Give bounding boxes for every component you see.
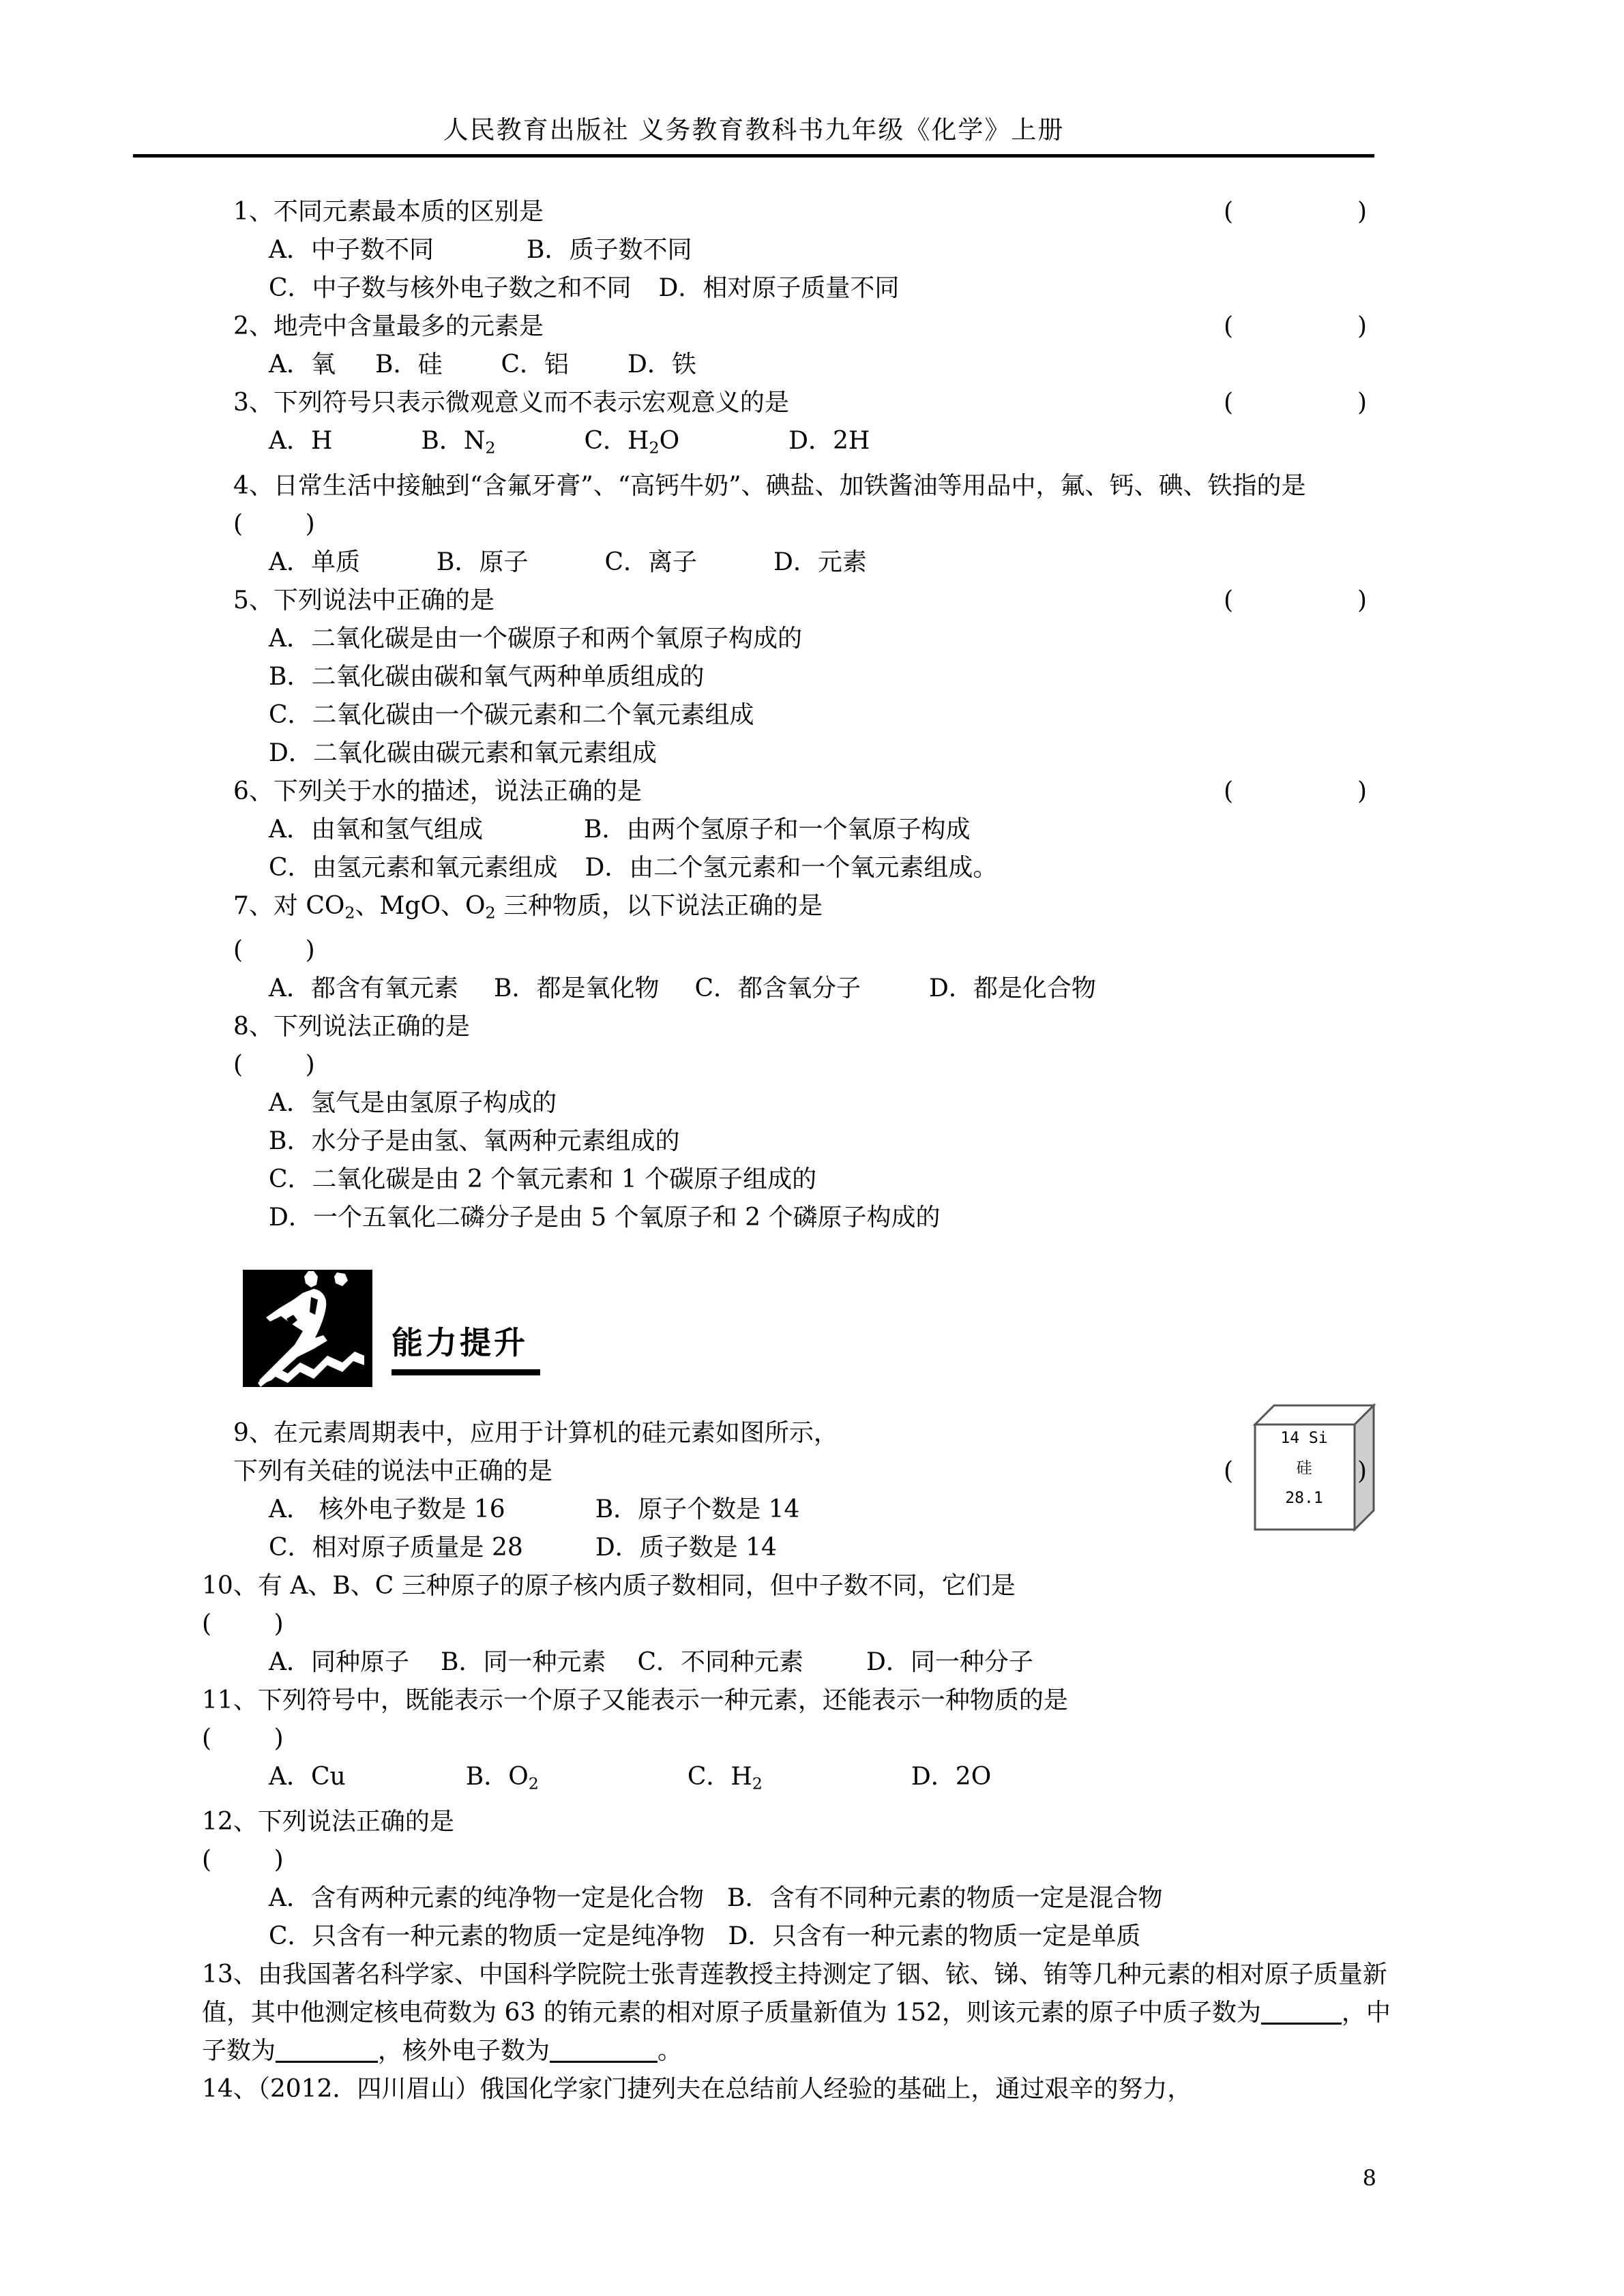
element-atomic-mass: 28.1 <box>1285 1489 1323 1507</box>
question-8-text: 下列说法正确的是 <box>273 1013 470 1041</box>
option-c[interactable]: C．相对原子质量是 28 <box>269 1534 523 1562</box>
question-13-text-part-1: 由我国著名科学家、中国科学院院士张青莲教授主持测定了铟、铱、锑、铕等几种元素的相对原子质量新值，其中他测定核电荷数为 63 的铕元素的相对原子质量新值为 152，则该元素的原子中质子数为 <box>202 1960 1387 2027</box>
option-a[interactable]: A．由氧和氢气组成 <box>269 815 483 844</box>
question-1-number: 1、 <box>233 198 274 226</box>
question-10-number: 10、 <box>202 1572 258 1600</box>
option-a[interactable]: A．H <box>269 427 333 455</box>
question-1-paren-left: ( <box>1224 198 1234 226</box>
option-d[interactable]: D．相对原子质量不同 <box>658 274 900 302</box>
element-number-symbol: 14 Si <box>1280 1429 1328 1447</box>
option-d[interactable]: D．2H <box>788 427 870 455</box>
option-c[interactable]: C．不同种元素 <box>637 1648 804 1676</box>
page-header <box>133 115 1374 158</box>
question-6-paren-left: ( <box>1224 777 1234 805</box>
question-3-stem <box>233 384 1393 422</box>
question-2-paren-left: ( <box>1224 312 1234 340</box>
question-7-answer-bracket: ( ) <box>233 936 315 965</box>
question-2-options-row-1 <box>233 346 1393 384</box>
question-4-number: 4、 <box>233 471 274 500</box>
question-9-options-row-2 <box>233 1529 1393 1567</box>
option-b[interactable]: B．原子 <box>437 548 529 576</box>
question-10-answer-bracket: ( ) <box>202 1610 284 1638</box>
question-1-text: 不同元素最本质的区别是 <box>273 198 544 226</box>
option-a[interactable]: A．同种原子 <box>269 1648 409 1676</box>
question-9-stem-line-2 <box>233 1452 1393 1491</box>
question-5-paren-left: ( <box>1224 586 1234 614</box>
question-8-number: 8、 <box>233 1013 274 1041</box>
question-2-text: 地壳中含量最多的元素是 <box>273 312 544 340</box>
question-6-number: 6、 <box>233 777 274 805</box>
option-c[interactable]: C．离子 <box>604 548 698 576</box>
header-divider <box>133 154 1374 158</box>
option-c[interactable]: C．$H_2$ <box>687 1763 763 1793</box>
question-13-text-part-3: ，核外电子数为 <box>378 2036 550 2065</box>
question-3-paren-right: ) <box>1357 389 1368 417</box>
question-8-stem <box>233 1008 1393 1046</box>
option-a[interactable]: A．氧 <box>269 351 336 378</box>
question-4-stem <box>233 467 1393 505</box>
question-7-text: 对 $CO_2$、MgO、$O_2$ 三种物质，以下说法正确的是 <box>273 891 823 923</box>
question-5-stem <box>233 582 1393 620</box>
question-8-option-a[interactable]: A．氢气是由氢原子构成的 <box>269 1089 557 1118</box>
question-9-options-row-1 <box>233 1491 1393 1529</box>
option-b[interactable]: B．由两个氢原子和一个氧原子构成 <box>584 815 971 844</box>
question-1-options-row-1 <box>233 231 1393 269</box>
question-5-text: 下列说法中正确的是 <box>273 586 494 614</box>
option-a[interactable]: A． 核外电子数是 16 <box>269 1495 505 1523</box>
question-9-text-1: 在元素周期表中，应用于计算机的硅元素如图所示， <box>273 1419 838 1447</box>
question-8-option-c[interactable]: C．二氧化碳是由 2 个氧元素和 1 个碳原子组成的 <box>269 1165 817 1194</box>
question-2-stem <box>233 308 1393 346</box>
question-6-text: 下列关于水的描述，说法正确的是 <box>273 777 642 805</box>
question-12-options-row-1 <box>233 1879 1393 1918</box>
option-c[interactable]: C．由氢元素和氧元素组成 <box>269 853 558 882</box>
option-d[interactable]: D．铁 <box>628 351 696 378</box>
question-12-stem <box>202 1803 1393 1841</box>
option-c[interactable]: C．只含有一种元素的物质一定是纯净物 <box>269 1922 705 1950</box>
option-c[interactable]: C．铝 <box>501 351 570 378</box>
question-12-text: 下列说法正确的是 <box>257 1807 454 1836</box>
header-title: 人民教育出版社 义务教育教科书九年级《化学》上册 <box>443 115 1065 145</box>
option-b[interactable]: B．同一种元素 <box>441 1648 606 1676</box>
question-6-paren-right: ) <box>1357 777 1368 805</box>
question-10-options-row-1 <box>233 1643 1393 1682</box>
option-b[interactable]: B．含有不同种元素的物质一定是混合物 <box>727 1883 1163 1912</box>
question-10-stem <box>202 1567 1393 1605</box>
question-5-option-a[interactable]: A．二氧化碳是由一个碳原子和两个氧原子构成的 <box>269 624 802 653</box>
question-2-number: 2、 <box>233 312 274 340</box>
option-d[interactable]: D．2O <box>911 1763 992 1791</box>
question-13-blank-2[interactable] <box>276 2061 378 2063</box>
question-9-paren-left: ( <box>1224 1457 1234 1485</box>
question-1-paren-right: ) <box>1357 198 1368 226</box>
question-8-answer-bracket: ( ) <box>233 1051 315 1079</box>
question-2-paren-right: ) <box>1357 312 1368 340</box>
question-1-stem <box>233 193 1393 231</box>
question-13-blank-3[interactable] <box>550 2061 658 2063</box>
option-b[interactable]: B．硅 <box>375 351 443 378</box>
question-5-option-d[interactable]: D．二氧化碳由碳元素和氧元素组成 <box>269 739 657 767</box>
option-d[interactable]: D．元素 <box>773 548 867 576</box>
question-4-options-row-1 <box>233 543 1393 582</box>
option-b[interactable]: B．$O_2$ <box>465 1763 539 1793</box>
option-c[interactable]: C．$H_2O$ <box>584 427 680 458</box>
option-a[interactable]: A．都含有氧元素 <box>269 974 458 1003</box>
question-5-number: 5、 <box>233 586 274 614</box>
question-4-text: 日常生活中接触到“含氟牙膏”、“高钙牛奶”、碘盐、加铁酱油等用品中，氟、钙、碘、铁指的是 <box>273 471 1306 500</box>
question-11-stem <box>202 1682 1393 1720</box>
question-7-number: 7、 <box>233 891 274 920</box>
element-chinese-name: 硅 <box>1296 1459 1312 1477</box>
question-9-text-2: 下列有关硅的说法中正确的是 <box>233 1457 553 1485</box>
option-c[interactable]: C．中子数与核外电子数之和不同 <box>269 274 632 302</box>
question-13-number-text: 13、 <box>202 1960 258 1988</box>
question-3-text: 下列符号只表示微观意义而不表示宏观意义的是 <box>273 389 789 417</box>
option-d[interactable]: D．同一种分子 <box>866 1648 1033 1676</box>
question-11-answer-bracket: ( ) <box>202 1725 284 1753</box>
option-d[interactable]: D．由二个氢元素和一个氧元素组成。 <box>585 853 998 882</box>
option-d[interactable]: D．质子数是 14 <box>595 1534 777 1562</box>
option-a[interactable]: A．中子数不同 <box>269 236 434 264</box>
question-14-text: （2012．四川眉山）俄国化学家门捷列夫在总结前人经验的基础上，通过艰辛的努力， <box>257 2074 1192 2103</box>
option-b[interactable]: B．质子数不同 <box>527 236 692 264</box>
question-7-stem <box>233 887 1393 932</box>
question-6-options-row-2 <box>233 849 1393 887</box>
question-8-option-d[interactable]: D．一个五氧化二磷分子是由 5 个氧原子和 2 个磷原子构成的 <box>269 1204 941 1232</box>
question-6-options-row-1 <box>233 811 1393 849</box>
question-13-stem <box>202 1956 1393 2070</box>
ability-section-underline <box>392 1369 540 1375</box>
question-3-options-row-1 <box>233 422 1393 467</box>
ability-section-label: 能力提升 <box>392 1324 528 1361</box>
question-7-options-row-1 <box>233 970 1393 1008</box>
question-5-option-c[interactable]: C．二氧化碳由一个碳元素和二个氧元素组成 <box>269 700 754 729</box>
page-number: 8 <box>1362 2165 1376 2191</box>
option-b[interactable]: B．$N_2$ <box>421 427 496 458</box>
running-figure-icon <box>243 1270 372 1387</box>
question-4-answer-bracket: ( ) <box>233 509 315 538</box>
ability-section-banner <box>243 1270 857 1392</box>
question-1-options-row-2 <box>233 269 1393 308</box>
question-11-text: 下列符号中，既能表示一个原子又能表示一种元素，还能表示一种物质的是 <box>257 1686 1068 1714</box>
question-9-paren-right: ) <box>1357 1457 1368 1485</box>
option-d[interactable]: D．只含有一种元素的物质一定是单质 <box>728 1922 1141 1950</box>
question-9-stem-line-1 <box>233 1414 1393 1452</box>
option-d[interactable]: D．都是化合物 <box>929 974 1096 1003</box>
questions-container <box>233 193 1393 1237</box>
question-6-stem <box>233 773 1393 811</box>
question-10-text: 有 A、B、C 三种原子的原子核内质子数相同，但中子数不同，它们是 <box>257 1572 1016 1600</box>
option-a[interactable]: A．单质 <box>269 548 360 576</box>
question-12-options-row-2 <box>233 1918 1393 1956</box>
question-3-paren-left: ( <box>1224 389 1234 417</box>
question-8-option-b[interactable]: B．水分子是由氢、氧两种元素组成的 <box>269 1127 680 1156</box>
question-12-number: 12、 <box>202 1807 258 1836</box>
question-13-blank-1[interactable] <box>1261 2023 1342 2025</box>
questions-container-2 <box>202 1414 1393 2108</box>
question-9-number: 9、 <box>233 1419 274 1447</box>
question-5-paren-right: ) <box>1357 586 1368 614</box>
question-3-number: 3、 <box>233 389 274 417</box>
question-14-stem <box>202 2070 1393 2108</box>
option-b[interactable]: B．都是氧化物 <box>494 974 660 1003</box>
option-b[interactable]: B．原子个数是 14 <box>595 1495 800 1523</box>
question-12-answer-bracket: ( ) <box>202 1845 284 1874</box>
question-13-text-part-4: 。 <box>658 2036 683 2065</box>
option-a[interactable]: A．含有两种元素的纯净物一定是化合物 <box>269 1883 704 1912</box>
question-11-number: 11、 <box>202 1686 258 1714</box>
question-5-option-b[interactable]: B．二氧化碳由碳和氧气两种单质组成的 <box>269 662 705 691</box>
option-c[interactable]: C．都含氧分子 <box>694 974 861 1003</box>
question-14-number: 14、 <box>202 2074 258 2103</box>
option-a[interactable]: A．Cu <box>269 1763 346 1791</box>
question-13-text-part-2: ，中子数为 <box>202 1998 1391 2065</box>
question-11-options-row-1 <box>233 1758 1393 1803</box>
